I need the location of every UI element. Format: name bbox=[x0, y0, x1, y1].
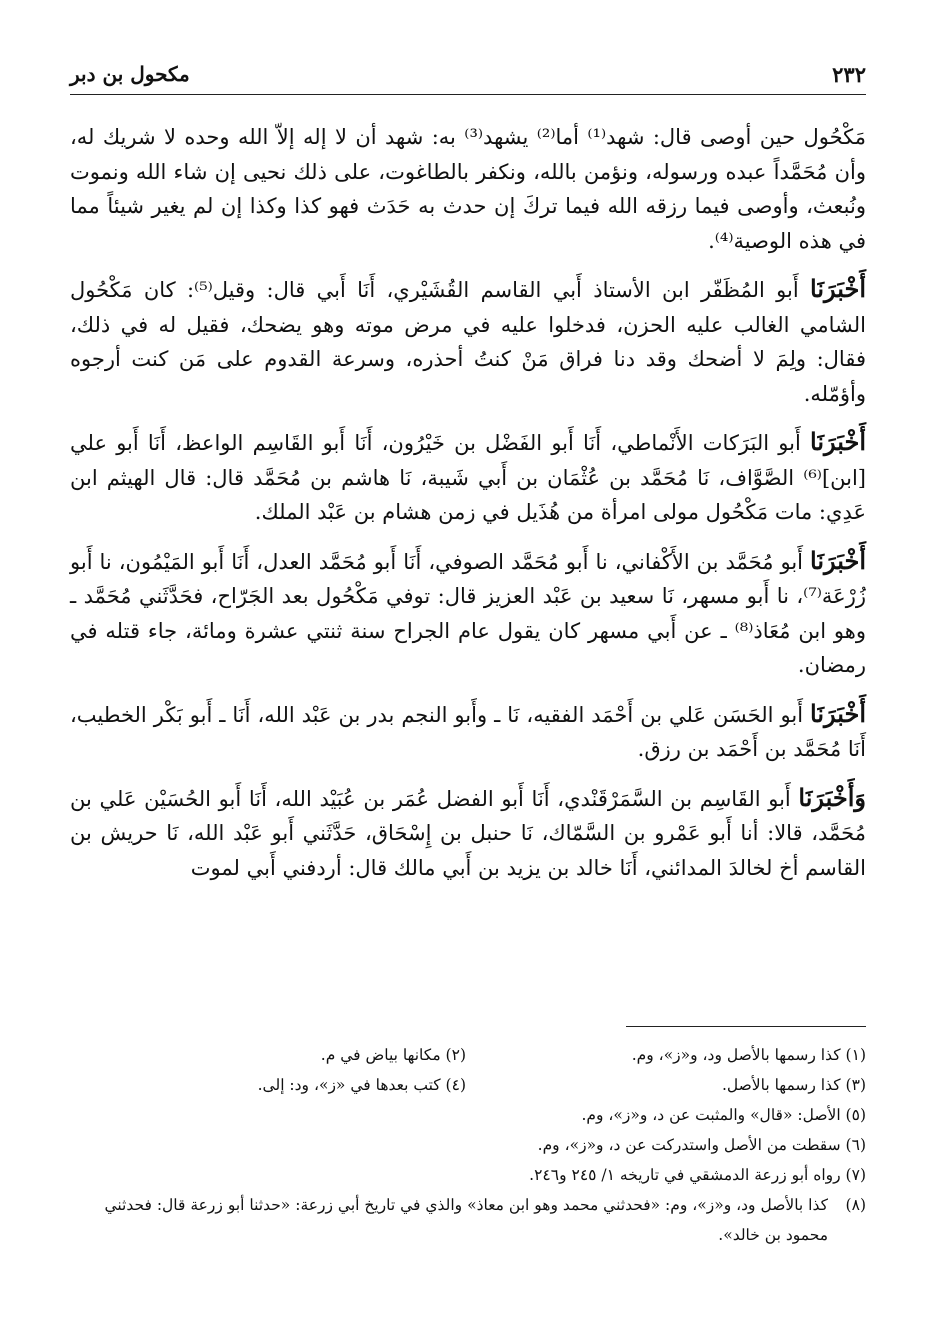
paragraph-2-text: أَبو المُظَفّر ابن الأستاذ أَبي القاسم القُشَيْري، أَنَا أَبي قال: وقيل⁽⁵⁾: كان مَكْحُول الشامي الغالب عليه الحزن، فدخلوا عليه في مرض موته وهو يضحك، فقيل له في ذلك، فقال: ولِمَ لا أضحك وقد دنا فراق مَنْ كنتُ أحذره، وسرعة القدوم على مَن كنت أرجوه وأؤمّله. bbox=[70, 278, 866, 406]
footnote-7: (٧) رواه أبو زرعة الدمشقي في تاريخه ١/ ٢٤٥ و٢٤٦. bbox=[529, 1166, 866, 1184]
paragraph-3-lead: أَخْبَرَنَا bbox=[810, 427, 866, 456]
header-rule bbox=[70, 94, 866, 95]
footnote-row bbox=[70, 1160, 866, 1190]
paragraph-3 bbox=[70, 425, 866, 530]
paragraph-4 bbox=[70, 544, 866, 683]
paragraph-5-text: أَبو الحَسَن عَلي بن أَحْمَد الفقيه، نَا ـ وأَبو النجم بدر بن عَبْد الله، أَنَا ـ أَبو بَكْر الخطيب، أَنَا مُحَمَّد بن أَحْمَد بن رزق. bbox=[70, 702, 866, 761]
paragraph-6 bbox=[70, 781, 866, 886]
paragraph-5-lead: أَخْبَرَنَا bbox=[810, 698, 866, 728]
paragraph-6-lead: وَأَخْبَرَنَا bbox=[798, 782, 866, 812]
footnote-row bbox=[70, 1070, 866, 1100]
paragraph-1-text: مَكْحُول حين أوصى قال: شهد⁽¹⁾ أما⁽²⁾ يشهد⁽³⁾ به: شهد أن لا إله إلاّ الله وحده لا شريك له، وأن مُحَمَّداً عبده ورسوله، ونؤمن بالله، ونكفر بالطاغوت، على ذلك نحيى إن شاء الله ونموت ونُبعث، وأوصى فيما رزقه الله فيما تركَ إن حدث به حَدَث فهو كذا وكذا إن لم يغير شيئاً مما في هذه الوصية⁽⁴⁾. bbox=[70, 125, 866, 253]
footnote-6: (٦) سقطت من الأصل واستدركت عن د، و«ز»، وم. bbox=[537, 1136, 866, 1154]
footnote-2: (٢) مكانها بياض في م. bbox=[320, 1046, 466, 1064]
footnote-row bbox=[70, 1130, 866, 1160]
main-text bbox=[70, 120, 866, 885]
footnote-8-text: كذا بالأصل ود، و«ز»، وم: «فحدثني محمد وهو ابن معاذ» والذي في تاريخ أبي زرعة: «حدثنا أبو زرعة قال: فحدثني محمود بن خالد». bbox=[104, 1196, 828, 1244]
footnote-1: (١) كذا رسمها بالأصل ود، و«ز»، وم. bbox=[631, 1046, 866, 1064]
footnotes bbox=[70, 1040, 866, 1250]
paragraph-3-text: أَبو البَرَكات الأَنْماطي، أَنَا أَبو الفَضْل بن خَيْرُون، أَنَا أَبو القَاسِم الواعظ، أَنَا أَبو علي [ابن]⁽⁶⁾ الصَّوَّاف، نَا مُحَمَّد بن عُثْمَان بن أَبي شَيبة، نَا هاشم بن مُحَمَّد قال: قال الهيثم ابن عَدِي: مات مَكْحُول مولى امرأة من هُذَيل في زمن هشام بن عَبْد الملك. bbox=[70, 431, 866, 524]
footnote-8-number: (٨) bbox=[845, 1196, 866, 1214]
paragraph-4-lead: أَخْبَرَنَا bbox=[810, 545, 866, 575]
page-header bbox=[70, 62, 866, 92]
footnote-rule bbox=[626, 1026, 866, 1027]
paragraph-4-text: أَبو مُحَمَّد بن الأَكْفاني، نا أَبو مُحَمَّد الصوفي، أَنَا أَبو مُحَمَّد العدل، أَنَا أَبو المَيْمُون، نا أَبو زُرْعَة⁽⁷⁾، نا أَبو مسهر، نَا سعيد بن عَبْد العزيز قال: توفي مَكْحُول بعد الجَرّاح، فحَدَّثَني مُحَمَّد ـ وهو ابن مُعَاذ⁽⁸⁾ ـ عن أَبي مسهر كان يقول عام الجراح سنة ثنتي عشرة ومائة، جاء قتله في رمضان. bbox=[70, 549, 866, 677]
paragraph-5 bbox=[70, 697, 866, 767]
footnote-3: (٣) كذا رسمها بالأصل. bbox=[721, 1076, 866, 1094]
footnote-row bbox=[70, 1100, 866, 1130]
paragraph-2 bbox=[70, 272, 866, 411]
footnote-row bbox=[70, 1040, 866, 1070]
paragraph-2-lead: أَخْبَرَنَا bbox=[810, 274, 866, 303]
running-title: مكحول بن دبر bbox=[70, 62, 190, 86]
footnote-8 bbox=[70, 1190, 866, 1250]
footnote-5: (٥) الأصل: «قال» والمثبت عن د، و«ز»، وم. bbox=[581, 1106, 866, 1124]
page-number: ٢٣٢ bbox=[832, 62, 866, 87]
paragraph-1 bbox=[70, 120, 866, 258]
paragraph-6-text: أَبو القَاسِم بن السَّمَرْقَنْدي، أَنَا أَبو الفضل عُمَر بن عُبَيْد الله، أَنَا أَبو الحُسَيْن عَلي بن مُحَمَّد، قالا: أنا أَبو عَمْرو بن السَّمّاك، نَا حنبل بن إِسْحَاق، حَدَّثَني أَبو عَبْد الله، نَا حريش بن القاسم أخ لخالدَ المدائني، أَنَا خالد بن يزيد بن أَبي مالك قال: أردفني أَبي لموت bbox=[70, 786, 866, 880]
footnote-4: (٤) كتب بعدها في «ز»، ود: إلى. bbox=[257, 1076, 466, 1094]
